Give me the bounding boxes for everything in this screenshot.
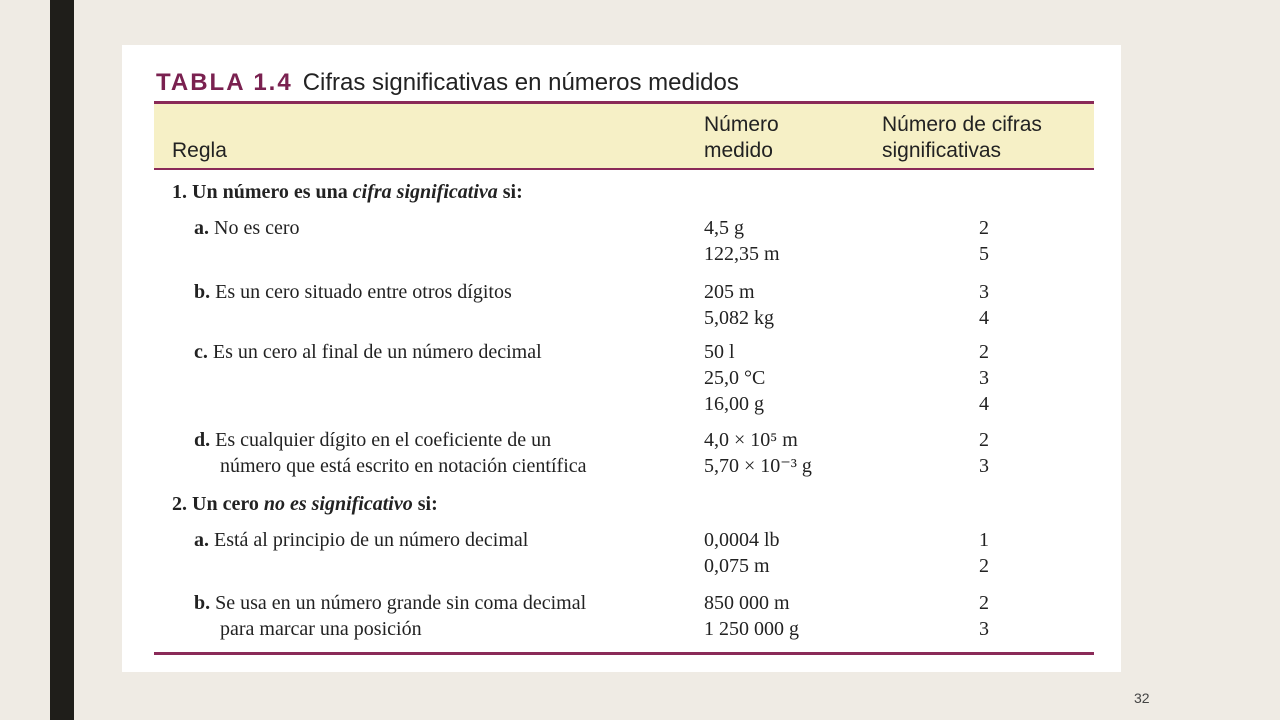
section-1-pre: Un número es una <box>192 181 348 203</box>
measured-value: 1 250 000 g <box>704 618 799 640</box>
header-measured-line1: Número <box>704 113 779 136</box>
rule-text-line2: para marcar una posición <box>220 618 422 640</box>
slide-number: 32 <box>1134 690 1150 706</box>
measured-value: 4,0 × 10⁵ m <box>704 429 798 451</box>
section-1-number: 1. <box>172 181 187 203</box>
slide-side-bar <box>50 0 74 720</box>
figure-count: 3 <box>979 281 989 303</box>
table-title-text: Cifras significativas en números medidos <box>302 69 739 96</box>
section-2-pre: Un cero <box>192 493 259 515</box>
measured-value: 16,00 g <box>704 393 764 415</box>
measured-value: 50 l <box>704 341 735 363</box>
section-1-emphasis: cifra significativa <box>352 181 498 203</box>
measured-value: 25,0 °C <box>704 367 766 389</box>
figure-count: 4 <box>979 393 989 415</box>
measured-value: 4,5 g <box>704 217 744 239</box>
measured-value: 122,35 m <box>704 243 780 265</box>
header-figures-line1: Número de cifras <box>882 113 1042 136</box>
rule-text: Se usa en un número grande sin coma decimal <box>215 592 587 614</box>
figure-count: 2 <box>979 555 989 577</box>
section-1-heading <box>172 179 523 205</box>
measured-value: 0,0004 lb <box>704 529 780 551</box>
section-2-heading <box>172 491 438 517</box>
rule-2a <box>194 527 528 553</box>
figure-count: 2 <box>979 341 989 363</box>
rule-1c <box>194 339 542 365</box>
rule-letter: a. <box>194 529 209 551</box>
figure-count: 3 <box>979 367 989 389</box>
rule-text: No es cero <box>214 217 300 239</box>
rule-text: Es cualquier dígito en el coeficiente de un <box>215 429 552 451</box>
figure-count: 3 <box>979 455 989 477</box>
measured-value: 5,70 × 10⁻³ g <box>704 455 812 477</box>
bottom-rule <box>154 652 1094 655</box>
section-1-post: si: <box>502 181 523 203</box>
figure-count: 4 <box>979 307 989 329</box>
rule-2b <box>194 590 586 616</box>
rule-text: Es un cero al final de un número decimal <box>212 341 542 363</box>
header-rule <box>154 168 1094 170</box>
figure-count: 2 <box>979 592 989 614</box>
measured-value: 5,082 kg <box>704 307 774 329</box>
rule-1b <box>194 279 512 305</box>
rule-1d <box>194 427 551 453</box>
measured-value: 0,075 m <box>704 555 770 577</box>
rule-letter: d. <box>194 429 211 451</box>
measured-value: 850 000 m <box>704 592 790 614</box>
figure-count: 3 <box>979 618 989 640</box>
section-2-post: si: <box>417 493 438 515</box>
rule-letter: b. <box>194 592 211 614</box>
significant-figures-table <box>122 45 1121 672</box>
rule-text: Está al principio de un número decimal <box>214 529 529 551</box>
figure-count: 1 <box>979 529 989 551</box>
figure-count: 5 <box>979 243 989 265</box>
table-label: TABLA 1.4 <box>156 69 293 96</box>
figure-count: 2 <box>979 217 989 239</box>
table-title <box>156 69 739 97</box>
header-rule-col: Regla <box>172 139 227 162</box>
rule-letter: c. <box>194 341 208 363</box>
measured-value: 205 m <box>704 281 755 303</box>
header-measured-line2: medido <box>704 139 773 162</box>
header-figures-line2: significativas <box>882 139 1002 162</box>
rule-1a <box>194 215 300 241</box>
figure-count: 2 <box>979 429 989 451</box>
rule-text-line2: número que está escrito en notación científica <box>220 455 587 477</box>
rule-letter: a. <box>194 217 209 239</box>
rule-letter: b. <box>194 281 211 303</box>
section-2-emphasis: no es significativo <box>263 493 413 515</box>
rule-text: Es un cero situado entre otros dígitos <box>215 281 512 303</box>
section-2-number: 2. <box>172 493 187 515</box>
